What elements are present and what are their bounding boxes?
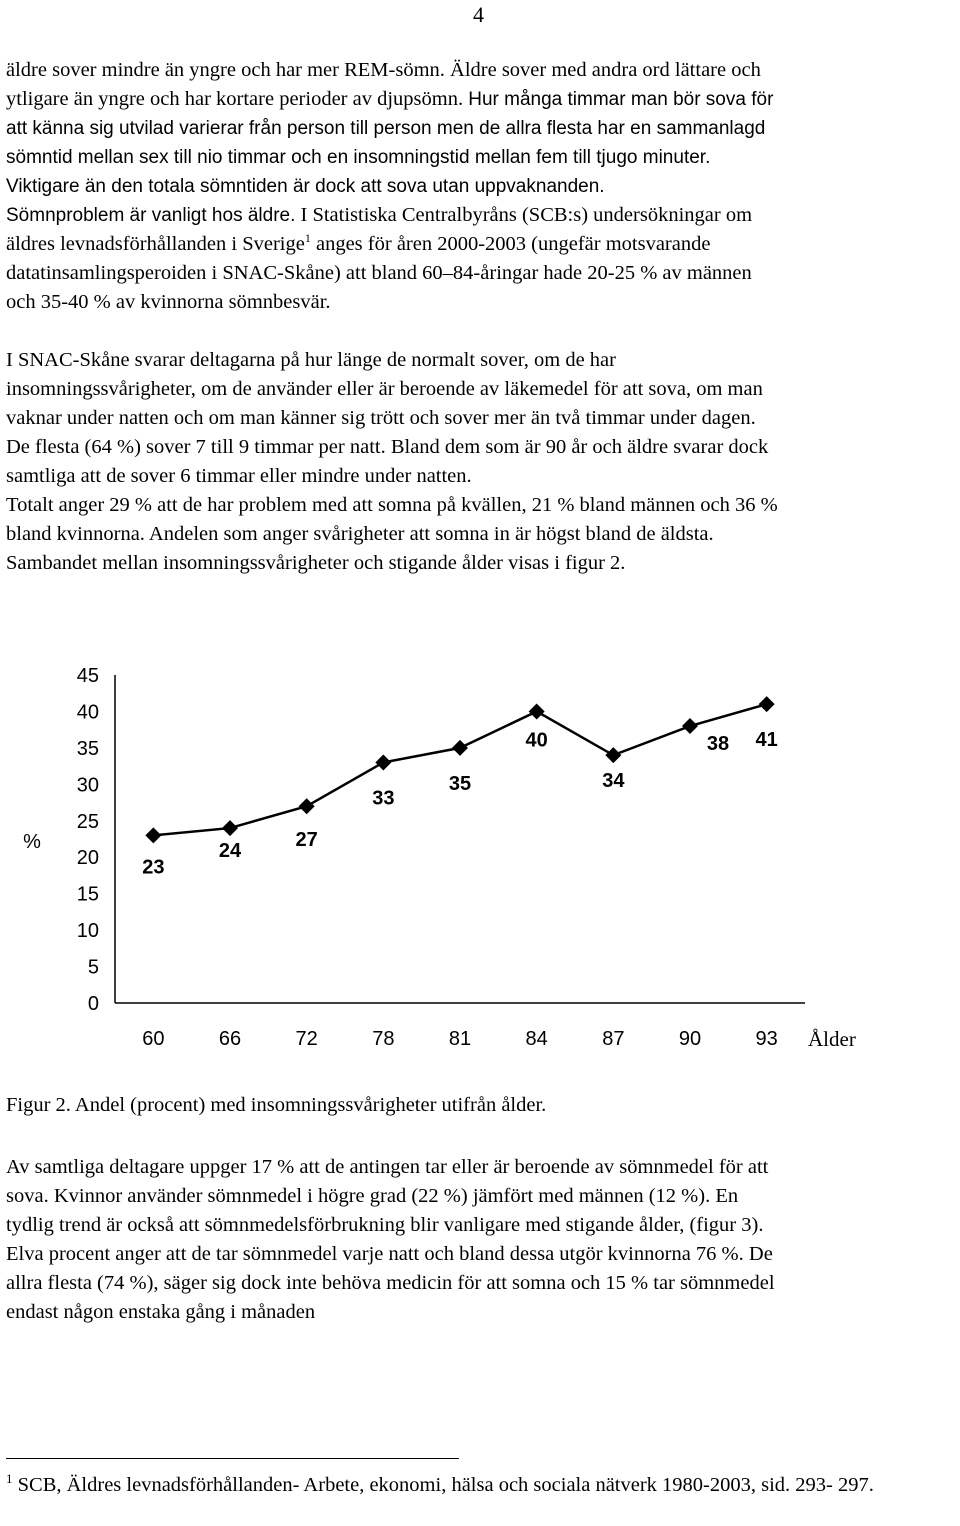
x-tick-label: 84: [525, 1028, 548, 1050]
data-label: 24: [218, 840, 242, 863]
footnote-separator: [6, 1458, 459, 1459]
data-label: 33: [372, 787, 395, 810]
data-label: 35: [448, 772, 472, 795]
y-axis-title: %: [23, 831, 41, 853]
data-point-marker: [145, 827, 161, 843]
y-tick-label: 20: [76, 847, 99, 870]
data-label: 34: [602, 770, 625, 793]
x-tick-label: 72: [295, 1028, 318, 1050]
y-tick-label: 5: [87, 956, 99, 979]
data-point-marker: [452, 740, 468, 756]
chart-axes: [115, 675, 805, 1003]
data-point-marker: [222, 820, 238, 836]
footnote-reference: 1: [304, 231, 311, 246]
y-tick-label: 45: [76, 665, 99, 687]
y-tick-label: 40: [76, 701, 99, 724]
y-tick-label: 25: [76, 810, 99, 833]
x-axis-title: Ålder: [808, 1027, 856, 1051]
footnote-text: SCB, Äldres levnadsförhållanden- Arbete, ekonomi, hälsa och sociala nätverk 1980-2003, sid. 293- 297.: [12, 1474, 874, 1496]
data-point-marker: [759, 696, 775, 712]
paragraph-1: [6, 56, 956, 317]
data-label: 27: [295, 829, 318, 852]
y-tick-label: 30: [76, 774, 99, 797]
footnote: [6, 1471, 956, 1500]
x-tick-label: 93: [755, 1028, 778, 1050]
x-tick-label: 81: [448, 1028, 472, 1050]
x-tick-label: 87: [602, 1028, 625, 1050]
figure-caption: Figur 2. Andel (procent) med insomningssvårigheter utifrån ålder.: [6, 1094, 547, 1116]
paragraph-1-part-3: I Statistiska Centralbyråns (SCB:s) undersökningar om äldres levnadsförhållanden i Sverige: [6, 204, 753, 255]
series-line: [153, 704, 766, 835]
data-label: 41: [755, 729, 778, 752]
data-point-marker: [529, 703, 545, 719]
y-tick-label: 35: [76, 737, 99, 760]
x-tick-label: 90: [678, 1028, 702, 1050]
footnote-number: 1: [6, 1471, 13, 1487]
data-label: 40: [525, 729, 548, 752]
x-tick-label: 60: [142, 1028, 165, 1050]
paragraph-1-part-4: anges för åren 2000-2003 (ungefär motsvarande datatinsamlingsperoiden i SNAC-Skåne) att bland 60–84-åringar hade 20-25 % av männen och 35-40 % av kvinnorna sömnbesvär.: [6, 233, 752, 313]
data-point-marker: [682, 718, 698, 734]
data-label: 23: [142, 856, 165, 879]
data-point-marker: [605, 747, 621, 763]
page-number: 4: [473, 2, 484, 27]
y-tick-label: 0: [87, 993, 99, 1015]
line-chart: [0, 650, 960, 1070]
data-point-marker: [299, 798, 315, 814]
x-tick-label: 66: [218, 1028, 242, 1050]
chart-series: [145, 696, 774, 843]
paragraph-2: I SNAC-Skåne svarar deltagarna på hur länge de normalt sover, om de har insomningssvårigheter, om de använder eller är beroende av läkemedel för att sova, om man vaknar under natten och om man känner sig trött och sover mer än två timmar under dagen. De flesta (64 %) sover 7 till 9 timmar per natt. Bland dem som är 90 år och äldre svarar dock samtliga att de sover 6 timmar eller mindre under natten. Totalt anger 29 % att de har problem med att somna på kvällen, 21 % bland männen och 36 % bland kvinnorna. Andelen som anger svårigheter att somna in är högst bland de äldsta. Sambandet mellan insomningssvårigheter och stigande ålder visas i figur 2.: [6, 349, 778, 574]
y-tick-label: 15: [76, 883, 99, 906]
paragraph-1-serif-part: äldre sover mindre än yngre och har mer REM-sömn. Äldre sover med andra ord lättare och ytligare än yngre och har kortare perioder av djupsömn.: [6, 59, 761, 110]
data-point-marker: [375, 754, 391, 770]
x-tick-label: 78: [372, 1028, 395, 1050]
data-label: 38: [706, 733, 730, 756]
paragraph-1-sans-part: Hur många timmar man bör sova för att känna sig utvilad varierar från person till person men de allra flesta har en sammanlagd sömntid mellan sex till nio timmar och en insomningstid mellan fem till tjugo minuter. Viktigare än den totala sömntiden är dock att sova utan uppvaknanden. Sömnproblem är vanligt hos äldre.: [6, 89, 774, 226]
paragraph-3: Av samtliga deltagare uppger 17 % att de antingen tar eller är beroende av sömnmedel för att sova. Kvinnor använder sömnmedel i högre grad (22 %) jämfört med männen (12 %). En tydlig trend är också att sömnmedelsförbrukning blir vanligare med stigande ålder, (figur 3). Elva procent anger att de tar sömnmedel varje natt och bland dessa utgör kvinnorna 76 %. De allra flesta (74 %), säger sig dock inte behöva medicin för att somna och 15 % tar sömnmedel endast någon enstaka gång i månaden: [6, 1156, 775, 1323]
y-tick-label: 10: [76, 920, 99, 943]
